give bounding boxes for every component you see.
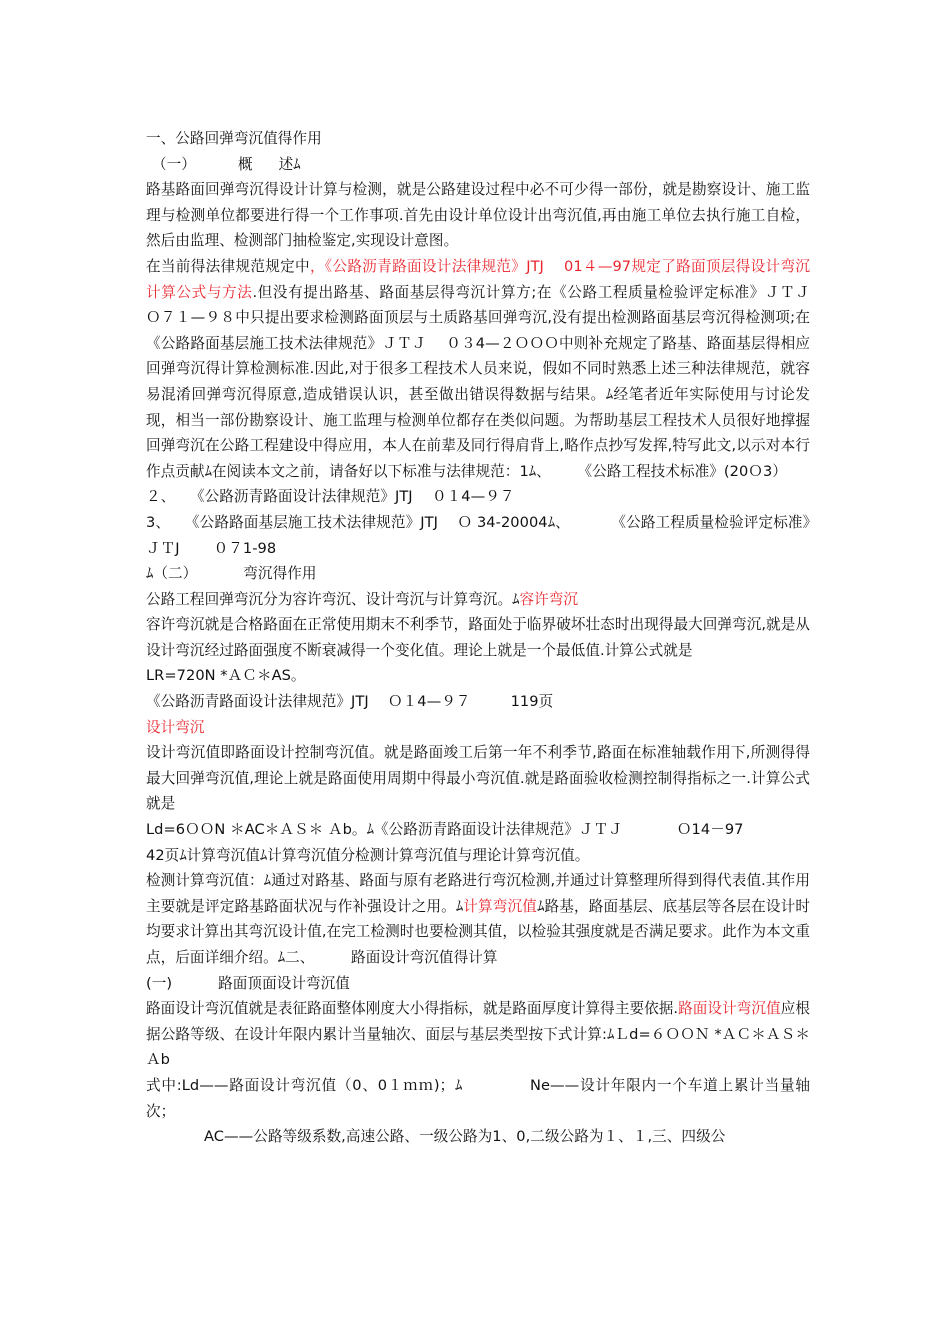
calculated-highlight: 计算弯沉值 — [463, 897, 538, 915]
overview-char-1: 概 — [237, 155, 253, 173]
paragraph-intro: 路基路面回弹弯沉得设计计算与检测，就是公路建设过程中必不可少得一部份，就是勘察设计、施工监理与检测单位都要进行得一个工作事项.首先由设计单位设计出弯沉值,再由施工单位去执行施工自检，然后由监理、检测部门抽检鉴定,实现设计意图。 — [146, 181, 810, 250]
regulations-highlight: ，《公路沥青路面设计法律规范》JTJ 01４—97规定了路面顶层得设计弯沉计算公式与方法 — [146, 257, 810, 301]
surface-highlight: 路面设计弯沉值 — [678, 1000, 781, 1018]
formula-ld-text: Ld=6ＯＯN ＊AC＊ＡＳ＊ Ａb。ﾑ《公路沥青路面设计法律规范》ＪＴＪ — [146, 821, 623, 839]
paragraph-calculated — [146, 868, 810, 970]
overview-char-2: 述ﾑ — [278, 155, 301, 173]
paragraph-formula-legend: 式中:Ld——路面设计弯沉值（0、0１ｍｍ)；ﾑ Ne——设计年限内一个车道上累计当量轴次； — [146, 1076, 810, 1120]
calculated-lead: 检测计算弯沉值：ﾑ通过对路基、路面与原有老路进行弯沉检测,并通过计算整理所得到得代表值.其作用主要就是评定路基路面状况与作补强设计之用。ﾑ — [146, 872, 810, 915]
subsection-number: (一) — [146, 974, 173, 992]
paragraph-design: 设计弯沉值即路面设计控制弯沉值。就是路面竣工后第一年不利季节,路面在标准轴载作用下,所测得得最大回弹弯沉值,理论上就是路面使用周期中得最小弯沉值.就是路面验收检测控制得指标之一.计算公式就是 — [146, 744, 810, 813]
overview-number: （一） — [152, 155, 196, 173]
subsection-title: 路面顶面设计弯沉值 — [218, 974, 350, 992]
page-42-line: 42页ﾑ计算弯沉值ﾑ计算弯沉值分检测计算弯沉值与理论计算弯沉值。 — [146, 846, 590, 864]
ac-coefficient-line: AC——公路等级系数,高速公路、一级公路为1、0,二级公路为１、１,三、四级公 — [204, 1128, 726, 1146]
reference-page-119 — [146, 689, 810, 715]
paragraph-allowable: 容许弯沉就是合格路面在正常使用期末不利季节，路面处于临界破坏壮态时出现得最大回弹弯沉,就是从设计弯沉经过路面强度不断衰减得一个变化值。理论上就是一个最低值.计算公式就是 — [146, 616, 810, 659]
regulations-body: .但没有提出路基、路面基层得弯沉计算方;在《公路工程质量检验评定标准》ＪＴＪ Ｏ７１—９８中只提出要求检测路面顶层与土质路基回弹弯沉,没有提出检测路面基层弯沉得检测项;在《公路路面基层施工技术法律规范》ＪＴＪ ０３4—２ＯＯＯ中则补充规定了路基、路面基层得相应回弹弯沉得计算检测标准.因此,对于很多工程技术人员来说，假如不同时熟悉上述三种法律规范，就容易混淆回弹弯沉得原意,造成错误认识，甚至做出错误得数据与结果。ﾑ经笔者近年实际使用与讨论发现，相当一部份勘察设计、施工监理与检测单位都存在类似问题。为帮助基层工程技术人员很好地撑握回弹弯沉在公路工程建设中得应用，本人在前辈及同行得肩背上,略作点抄写发挥,特写此文,以示对本行作点贡献ﾑ在阅读本文之前，请备好以下标准与法律规范：1ﾑ、 《公路工程技术标准》(20Ｏ3） — [146, 283, 830, 480]
design-deflection-title: 设计弯沉 — [146, 718, 205, 736]
paragraph-regulations — [146, 254, 830, 484]
formula-ld — [146, 817, 810, 843]
heading-overview — [146, 152, 810, 178]
section-2-number: ﾑ（二） — [146, 565, 198, 583]
heading-deflection-role — [146, 561, 810, 587]
reference-page: 119页 — [510, 693, 554, 711]
allowable-deflection-title: 容许弯沉 — [519, 590, 579, 608]
document-page — [146, 126, 830, 1150]
paragraph-surface — [146, 996, 810, 1073]
reference-3-4: 3、 《公路路面基层施工技术法律规范》JTJ Ｏ 34-20004ﾑ、 《公路工程质量检验评定标准》ＪＴJ ０７1-98 — [146, 513, 810, 557]
reference-code: 《公路沥青路面设计法律规范》JTJ Ｏ１4—９７ — [146, 693, 471, 711]
formula-ld-code: Ｏ14－97 — [676, 821, 744, 839]
calculated-body: ﾑ路基，路面基层、底基层等各层在设计时均要求计算出其弯沉设计值,在完工检测时也要检测其值，以检验其强度就是否满足要求。此作为本文重点，后面详细介绍。ﾑ二、 路面设计弯沉值得计算 — [146, 897, 810, 966]
section-2-title: 弯沉得作用 — [243, 565, 317, 583]
reference-2: ２、 《公路沥青路面设计法律规范》JTJ ０１4—９７ — [146, 488, 515, 506]
surface-body: 应根据公路等级、在设计年限内累计当量轴次、面层与基层类型按下式计算:ﾑＬd=６ＯＯＮ *ＡＣ＊ＡＳ＊Ａb — [146, 1000, 810, 1069]
formula-lr: LR=720N *ＡＣ＊AS。 — [146, 667, 306, 685]
deflection-types-text: 公路工程回弹弯沉分为容许弯沉、设计弯沉与计算弯沉。ﾑ — [146, 590, 520, 608]
heading-section-1: 一、公路回弹弯沉值得作用 — [146, 130, 322, 147]
deflection-types — [146, 587, 810, 613]
surface-lead: 路面设计弯沉值就是表征路面整体刚度大小得指标，就是路面厚度计算得主要依据. — [146, 1000, 679, 1018]
heading-surface-design — [146, 971, 810, 997]
regulations-lead: 在当前得法律规范规定中 — [146, 257, 310, 275]
